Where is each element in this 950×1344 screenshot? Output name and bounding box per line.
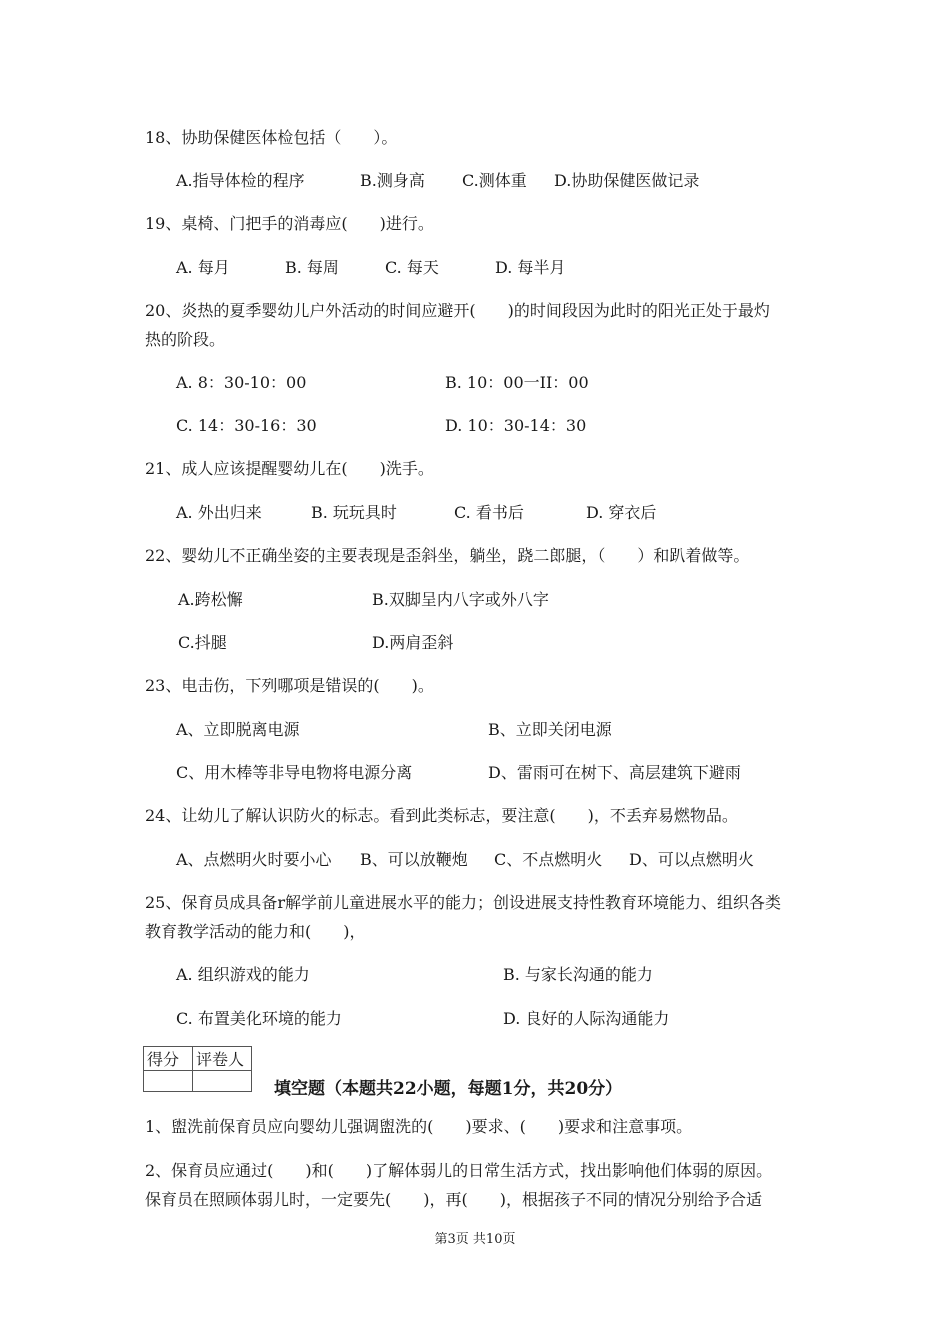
question-25-stem-line-1: 25、保育员成具备r解学前儿童进展水平的能力；创设进展支持性教育环境能力、组织各类 [145, 893, 782, 912]
page-footer: 第3页 共10页 [434, 1232, 516, 1247]
question-20-option-d: D. 10：30-14：30 [445, 416, 587, 435]
question-25-option-b: B. 与家长沟通的能力 [503, 965, 653, 984]
question-22-stem: 22、婴幼儿不正确坐姿的主要表现是歪斜坐，躺坐，跷二郎腿，（ ）和趴着做等。 [145, 546, 750, 565]
question-19-stem: 19、桌椅、门把手的消毒应( )进行。 [145, 214, 434, 233]
question-24-option-a: A、点燃明火时要小心 [176, 850, 332, 869]
question-21-option-d: D. 穿衣后 [586, 503, 657, 522]
question-19-option-b: B. 每周 [285, 258, 339, 277]
question-25-option-c: C. 布置美化环境的能力 [176, 1009, 342, 1028]
question-20-stem-line-2: 热的阶段。 [145, 330, 226, 349]
score-cell [144, 1071, 193, 1092]
question-22-option-d: D.两肩歪斜 [372, 633, 454, 652]
question-23-option-d: D、雷雨可在树下、高层建筑下避雨 [488, 763, 741, 782]
question-23-option-b: B、立即关闭电源 [488, 720, 612, 739]
question-22-option-a: A.跨松懈 [178, 590, 243, 609]
question-19-option-c: C. 每天 [385, 258, 439, 277]
question-18-stem: 18、协助保健医体检包括（ ）。 [145, 128, 398, 147]
question-24-option-b: B、可以放鞭炮 [360, 850, 468, 869]
question-21-option-a: A. 外出归来 [176, 503, 262, 522]
score-box [143, 1046, 252, 1092]
question-21-stem: 21、成人应该提醒婴幼儿在( )洗手。 [145, 459, 434, 478]
question-24-option-d: D、可以点燃明火 [629, 850, 754, 869]
question-24-stem: 24、让幼儿了解认识防火的标志。看到此类标志，要注意( )，不丢弃易燃物品。 [145, 806, 738, 825]
question-18-option-b: B.测身高 [360, 171, 425, 190]
grader-label: 评卷人 [193, 1047, 252, 1071]
question-22-option-c: C.抖腿 [178, 633, 227, 652]
question-24-option-c: C、不点燃明火 [494, 850, 603, 869]
question-21-option-c: C. 看书后 [454, 503, 524, 522]
question-19-option-d: D. 每半月 [495, 258, 566, 277]
question-22-option-b: B.双脚呈内八字或外八字 [372, 590, 549, 609]
question-23-option-c: C、用木棒等非导电物将电源分离 [176, 763, 413, 782]
fill-question-1: 1、盥洗前保育员应向婴幼儿强调盥洗的( )要求、( )要求和注意事项。 [145, 1117, 693, 1136]
section-title: 填空题（本题共22小题，每题1分，共20分） [274, 1079, 623, 1099]
question-23-option-a: A、立即脱离电源 [176, 720, 300, 739]
question-23-stem: 23、电击伤，下列哪项是错误的( )。 [145, 676, 434, 695]
question-20-option-a: A. 8：30-10：00 [176, 373, 307, 392]
grader-cell [193, 1071, 252, 1092]
score-label: 得分 [144, 1047, 193, 1071]
question-20-option-b: B. 10：00一II：00 [445, 373, 589, 392]
question-20-option-c: C. 14：30-16：30 [176, 416, 317, 435]
question-25-option-a: A. 组织游戏的能力 [176, 965, 310, 984]
fill-question-2-line-1: 2、保育员应通过( )和( )了解体弱儿的日常生活方式，找出影响他们体弱的原因。 [145, 1161, 773, 1180]
question-25-option-d: D. 良好的人际沟通能力 [503, 1009, 670, 1028]
question-21-option-b: B. 玩玩具时 [311, 503, 397, 522]
question-25-stem-line-2: 教育教学活动的能力和( )， [145, 922, 366, 941]
question-18-option-d: D.协助保健医做记录 [554, 171, 700, 190]
question-20-stem-line-1: 20、炎热的夏季婴幼儿户外活动的时间应避开( )的时间段因为此时的阳光正处于最灼 [145, 301, 770, 320]
question-18-option-c: C.测体重 [462, 171, 527, 190]
fill-question-2-line-2: 保育员在照顾体弱儿时，一定要先( )，再( )，根据孩子不同的情况分别给予合适 [145, 1190, 762, 1209]
question-19-option-a: A. 每月 [176, 258, 230, 277]
question-18-option-a: A.指导体检的程序 [176, 171, 305, 190]
